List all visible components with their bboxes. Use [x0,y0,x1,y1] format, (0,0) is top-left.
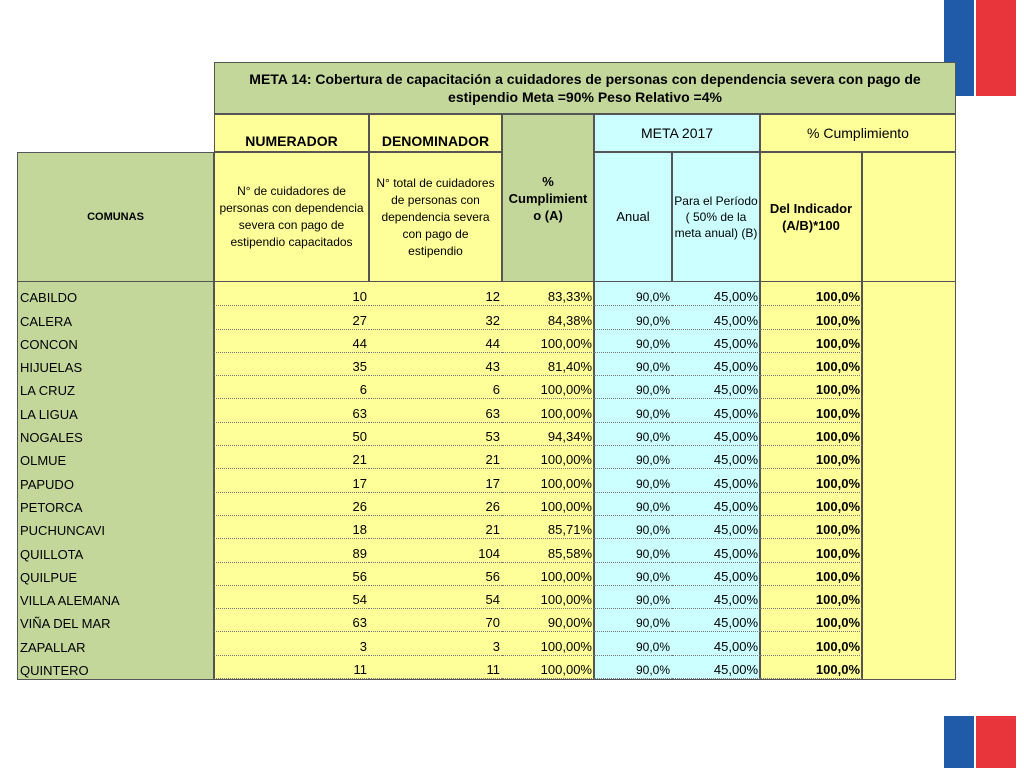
cell-ind: 100,0% [760,423,862,446]
cell-periodo: 45,00% [672,446,760,469]
cell-pct: 90,00% [502,609,594,632]
cell-den: 56 [369,563,502,586]
cell-num: 3 [214,633,369,656]
cell-num: 17 [214,469,369,492]
cell-anual: 90,0% [594,423,672,446]
cell-ind: 100,0% [760,306,862,329]
cell-num: 26 [214,493,369,516]
cell-pct: 100,00% [502,376,594,399]
cell-comuna: VILLA ALEMANA [20,593,120,609]
cell-den: 26 [369,493,502,516]
cell-den: 3 [369,633,502,656]
cell-anual: 90,0% [594,563,672,586]
cell-ind: 100,0% [760,516,862,539]
cell-den: 32 [369,306,502,329]
cell-ind: 100,0% [760,656,862,679]
header-empty-cell [862,152,956,282]
cell-anual: 90,0% [594,656,672,679]
cell-num: 6 [214,376,369,399]
cell-comuna: HIJUELAS [20,360,83,376]
cell-num: 89 [214,539,369,562]
header-anual: Anual [594,152,672,282]
cell-num: 63 [214,400,369,423]
cell-comuna: LA CRUZ [20,383,75,399]
cell-comuna: PETORCA [20,499,83,515]
cell-periodo: 45,00% [672,376,760,399]
cell-ind: 100,0% [760,609,862,632]
cell-periodo: 45,00% [672,353,760,376]
cell-den: 11 [369,656,502,679]
cell-ind: 100,0% [760,330,862,353]
cell-ind: 100,0% [760,376,862,399]
cell-ind: 100,0% [760,446,862,469]
header-indicador: Del Indicador (A/B)*100 [760,152,862,282]
header-denominador: DENOMINADOR [369,114,502,152]
cell-den: 104 [369,539,502,562]
cell-comuna: PUCHUNCAVI [20,523,105,539]
cell-anual: 90,0% [594,493,672,516]
cell-periodo: 45,00% [672,656,760,679]
header-comunas: COMUNAS [17,152,214,282]
cell-ind: 100,0% [760,563,862,586]
cell-anual: 90,0% [594,400,672,423]
cell-den: 53 [369,423,502,446]
cell-pct: 100,00% [502,633,594,656]
table-title [214,62,956,114]
cell-periodo: 45,00% [672,400,760,423]
cell-ind: 100,0% [760,586,862,609]
cell-periodo: 45,00% [672,283,760,306]
cell-pct: 83,33% [502,283,594,306]
cell-den: 43 [369,353,502,376]
body-empty-column [862,282,956,680]
cell-den: 44 [369,330,502,353]
cell-den: 70 [369,609,502,632]
header-meta-2017: META 2017 [594,114,760,152]
cell-anual: 90,0% [594,539,672,562]
cell-comuna: LA LIGUA [20,406,78,422]
cell-comuna: OLMUE [20,453,67,469]
header-pct-cumplimiento: % Cumplimiento [760,114,956,152]
cell-periodo: 45,00% [672,469,760,492]
cell-periodo: 45,00% [672,609,760,632]
cell-ind: 100,0% [760,539,862,562]
cell-anual: 90,0% [594,469,672,492]
flag-bottom-red-block [976,716,1016,768]
cell-periodo: 45,00% [672,423,760,446]
cell-pct: 85,58% [502,539,594,562]
cell-anual: 90,0% [594,516,672,539]
cell-ind: 100,0% [760,353,862,376]
cell-anual: 90,0% [594,330,672,353]
cell-num: 10 [214,283,369,306]
cell-num: 63 [214,609,369,632]
cell-pct: 81,40% [502,353,594,376]
cell-den: 6 [369,376,502,399]
cell-num: 21 [214,446,369,469]
cell-anual: 90,0% [594,283,672,306]
header-periodo: Para el Período ( 50% de la meta anual) (B) [672,152,760,282]
cell-num: 11 [214,656,369,679]
cell-periodo: 45,00% [672,633,760,656]
cell-anual: 90,0% [594,353,672,376]
cell-comuna: CABILDO [20,290,78,306]
cell-den: 21 [369,446,502,469]
cell-pct: 100,00% [502,446,594,469]
cell-pct: 100,00% [502,469,594,492]
cell-num: 35 [214,353,369,376]
cell-comuna: QUINTERO [20,663,89,679]
cell-den: 12 [369,283,502,306]
cell-pct: 94,34% [502,423,594,446]
cell-num: 50 [214,423,369,446]
cell-pct: 100,00% [502,330,594,353]
cell-anual: 90,0% [594,446,672,469]
header-numerador: NUMERADOR [214,114,369,152]
cell-pct: 100,00% [502,586,594,609]
cell-den: 17 [369,469,502,492]
header-cumplimiento-a: % Cumplimient o (A) [502,114,594,282]
cell-pct: 100,00% [502,493,594,516]
cell-num: 27 [214,306,369,329]
cell-den: 63 [369,400,502,423]
cell-num: 44 [214,330,369,353]
cell-comuna: NOGALES [20,430,83,446]
header-denominador-desc: N° total de cuidadores de personas con dependencia severa con pago de estipendio [369,152,502,282]
cell-anual: 90,0% [594,633,672,656]
header-numerador-desc: N° de cuidadores de personas con dependencia severa con pago de estipendio capacitados [214,152,369,282]
cell-comuna: VIÑA DEL MAR [20,616,111,632]
cell-num: 54 [214,586,369,609]
cell-comuna: CONCON [20,336,78,352]
cell-ind: 100,0% [760,469,862,492]
cell-comuna: ZAPALLAR [20,639,86,655]
cell-pct: 100,00% [502,656,594,679]
cell-anual: 90,0% [594,586,672,609]
cell-pct: 85,71% [502,516,594,539]
cell-pct: 100,00% [502,400,594,423]
cell-comuna: CALERA [20,313,73,329]
cell-ind: 100,0% [760,400,862,423]
cell-pct: 100,00% [502,563,594,586]
cell-pct: 84,38% [502,306,594,329]
cell-den: 21 [369,516,502,539]
cell-ind: 100,0% [760,283,862,306]
cell-num: 18 [214,516,369,539]
cell-periodo: 45,00% [672,330,760,353]
cell-periodo: 45,00% [672,586,760,609]
table-title-text: META 14: Cobertura de capacitación a cuidadores de personas con dependencia severa con pago de estipendio Meta =90% Peso Relativo =4% [249,71,921,105]
cell-anual: 90,0% [594,609,672,632]
cell-periodo: 45,00% [672,306,760,329]
cell-ind: 100,0% [760,633,862,656]
cell-den: 54 [369,586,502,609]
flag-bottom-blue-block [944,716,974,768]
cell-periodo: 45,00% [672,516,760,539]
cell-num: 56 [214,563,369,586]
cell-comuna: PAPUDO [20,476,74,492]
cell-periodo: 45,00% [672,539,760,562]
cell-anual: 90,0% [594,376,672,399]
cell-anual: 90,0% [594,306,672,329]
cell-comuna: QUILPUE [20,569,78,585]
cell-periodo: 45,00% [672,563,760,586]
cell-comuna: QUILLOTA [20,546,84,562]
flag-top-red-block [976,0,1016,96]
cell-periodo: 45,00% [672,493,760,516]
cell-ind: 100,0% [760,493,862,516]
